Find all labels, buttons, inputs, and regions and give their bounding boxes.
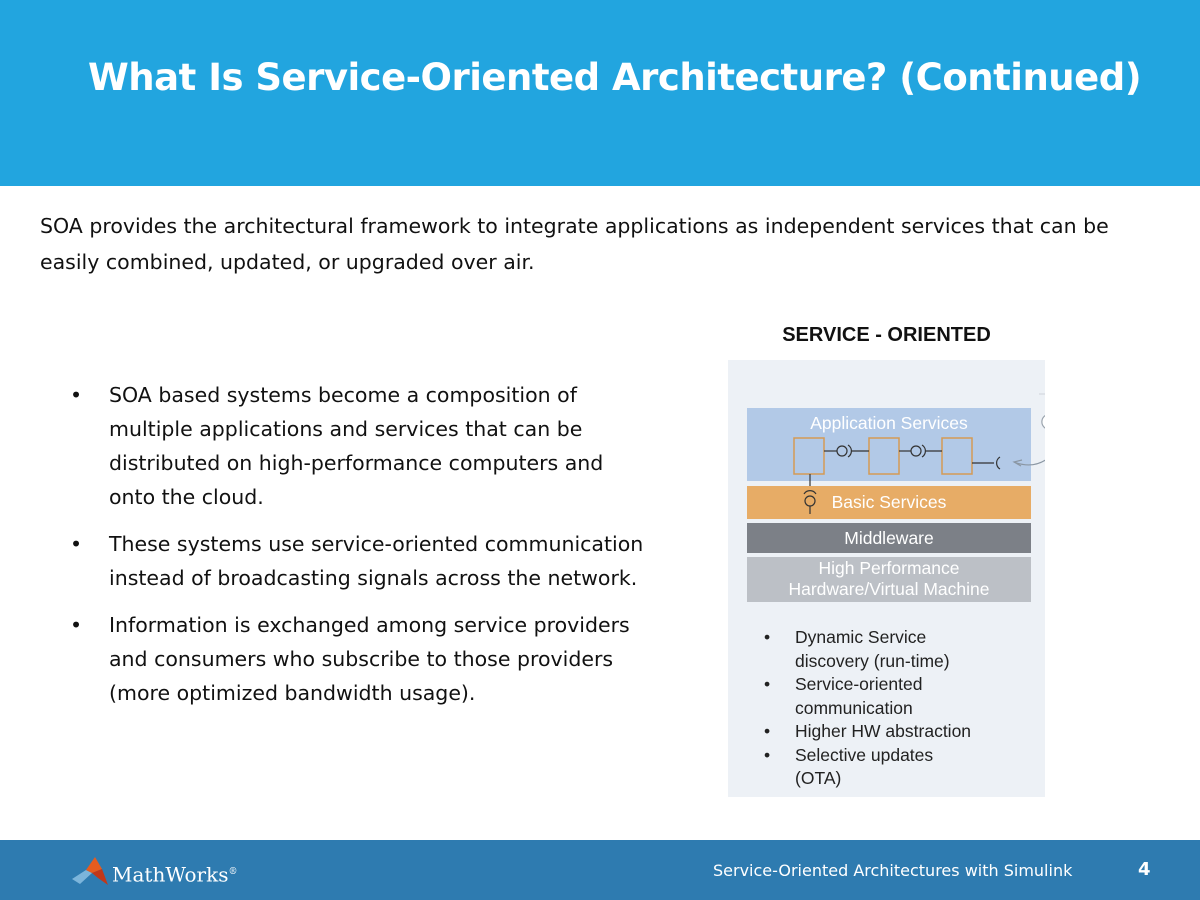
interface-connector-icon <box>972 457 1000 469</box>
bullet-icon: • <box>764 744 771 765</box>
registered-mark: ® <box>228 867 238 877</box>
bullet-list <box>70 378 650 723</box>
bullet-text: Information is exchanged among service providers and consumers who subscribe to those providers (more optimized bandwidth usage). <box>109 613 630 705</box>
service-box-icon <box>942 438 972 474</box>
interface-connector-icon <box>804 474 816 514</box>
curved-arrow-icon <box>1014 446 1045 466</box>
diagram-feature-list <box>764 626 971 791</box>
hardware-label-line1: High Performance <box>818 558 960 578</box>
logo-text <box>112 857 238 890</box>
bullet-text: SOA based systems become a composition of multiple applications and services that can be distributed on high-performance computers and onto the cloud. <box>109 383 604 509</box>
bullet-item <box>70 608 650 710</box>
bullet-icon: • <box>70 383 83 407</box>
middleware-label: Middleware <box>844 528 934 548</box>
feature-item <box>764 744 971 791</box>
bullet-icon: • <box>764 627 771 647</box>
membrane-logo-icon <box>72 857 108 887</box>
slide-footer <box>0 840 1200 900</box>
bullet-item <box>70 527 650 595</box>
logo-wordmark: MathWorks <box>112 862 229 887</box>
cloud-icon <box>1039 394 1045 430</box>
feature-item <box>764 720 971 744</box>
bullet-text: These systems use service-oriented communication instead of broadcasting signals across the network. <box>109 532 644 590</box>
feature-text: Service-oriented <box>795 674 923 694</box>
feature-text: Higher HW abstraction <box>795 721 972 741</box>
service-box-icon <box>869 438 899 474</box>
soa-diagram <box>728 360 1045 797</box>
diagram-title: SERVICE - ORIENTED <box>782 324 991 346</box>
feature-text: communication <box>795 697 913 718</box>
feature-text: (OTA) <box>795 768 842 788</box>
feature-text: Selective updates <box>795 744 934 765</box>
bullet-item <box>70 378 650 514</box>
feature-text: discovery (run-time) <box>795 650 950 671</box>
slide-header <box>0 0 1200 186</box>
bullet-icon: • <box>764 721 771 741</box>
feature-item <box>764 626 971 673</box>
footer-title: Service-Oriented Architectures with Simulink <box>713 861 1073 880</box>
feature-text: Dynamic Service <box>795 627 927 647</box>
hardware-label-line2: Hardware/Virtual Machine <box>788 579 990 599</box>
feature-item <box>764 673 971 720</box>
mathworks-logo <box>72 857 238 887</box>
service-box-icon <box>794 438 824 474</box>
bullet-icon: • <box>70 613 83 637</box>
bullet-icon: • <box>70 532 83 556</box>
intro-paragraph: SOA provides the architectural framework to integrate applications as independent services that can be easily combined, updated, or upgraded over air. <box>40 214 1109 274</box>
bullet-icon: • <box>764 674 771 694</box>
page-number: 4 <box>1138 859 1151 880</box>
application-services-label: Application Services <box>810 413 968 433</box>
slide-title: What Is Service-Oriented Architecture? (Continued) <box>88 56 1142 99</box>
basic-services-label: Basic Services <box>831 492 947 512</box>
interface-connector-icon <box>899 445 942 457</box>
interface-connector-icon <box>824 445 869 457</box>
